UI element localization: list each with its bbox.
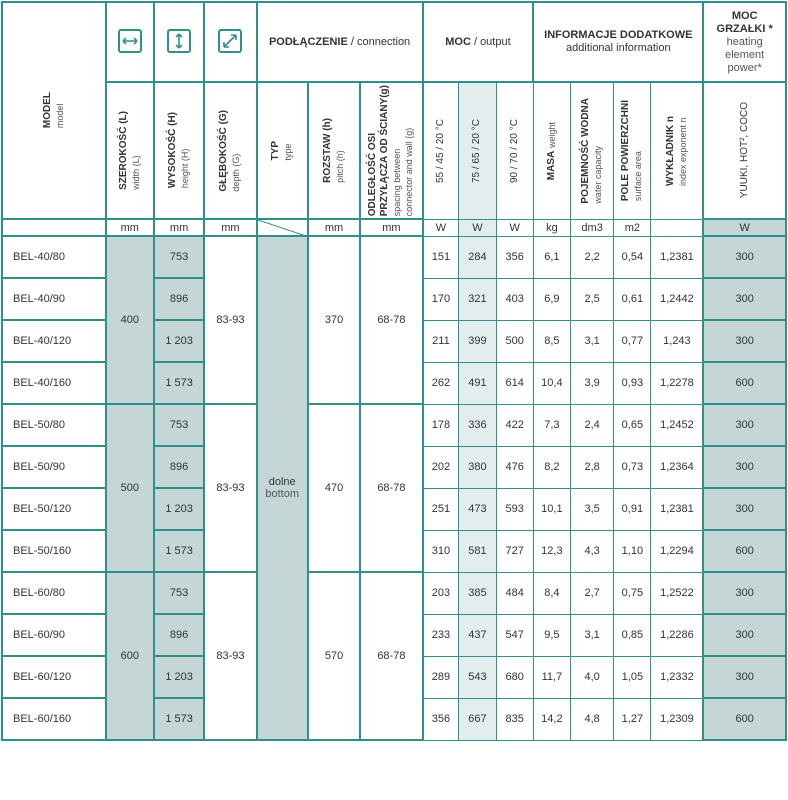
height-icon-cell bbox=[154, 2, 204, 82]
heater-cell: 300 bbox=[703, 320, 786, 362]
depth-header bbox=[204, 82, 256, 219]
surface-cell: 1,10 bbox=[614, 530, 651, 572]
height-cell: 753 bbox=[154, 572, 204, 614]
surface-header-en: surface area bbox=[633, 151, 644, 202]
table-row bbox=[2, 404, 786, 446]
height-cell: 896 bbox=[154, 278, 204, 320]
output-90-cell: 476 bbox=[496, 446, 533, 488]
output-col-3-label: 90 / 70 / 20 °C bbox=[508, 118, 520, 183]
pitch-cell: 370 bbox=[308, 236, 360, 404]
heater-cell: 300 bbox=[703, 656, 786, 698]
mass-cell: 12,3 bbox=[533, 530, 570, 572]
type-header-pl: TYP bbox=[270, 140, 282, 161]
exponent-cell: 1,2522 bbox=[651, 572, 703, 614]
model-header-en: model bbox=[54, 104, 65, 129]
heater-sub-label: YUUKI, HOT², COCO bbox=[738, 102, 750, 199]
pitch-cell: 570 bbox=[308, 572, 360, 740]
model-cell: BEL-50/80 bbox=[2, 404, 106, 446]
model-cell: BEL-40/90 bbox=[2, 278, 106, 320]
heater-cell: 300 bbox=[703, 446, 786, 488]
heater-cell: 600 bbox=[703, 698, 786, 740]
exponent-cell: 1,2309 bbox=[651, 698, 703, 740]
exponent-header-pl: WYKŁADNIK n bbox=[664, 115, 676, 186]
unit-exponent bbox=[651, 219, 703, 236]
water-cell: 4,3 bbox=[571, 530, 614, 572]
exponent-cell: 1,243 bbox=[651, 320, 703, 362]
spacing-cell: 68-78 bbox=[360, 236, 422, 404]
exponent-cell: 1,2442 bbox=[651, 278, 703, 320]
width-header-pl: SZEROKOŚĆ (L) bbox=[117, 111, 129, 190]
exponent-cell: 1,2278 bbox=[651, 362, 703, 404]
width-icon-cell bbox=[106, 2, 154, 82]
vertical-arrow-icon bbox=[167, 29, 191, 53]
height-cell: 896 bbox=[154, 446, 204, 488]
heater-header-en1: heating bbox=[726, 35, 763, 48]
heater-cell: 300 bbox=[703, 278, 786, 320]
width-cell: 400 bbox=[106, 236, 154, 404]
heater-header-star: * bbox=[768, 22, 773, 35]
output-90-cell: 680 bbox=[496, 656, 533, 698]
type-cell bbox=[257, 236, 308, 740]
output-55-cell: 151 bbox=[423, 236, 459, 278]
output-90-cell: 614 bbox=[496, 362, 533, 404]
model-cell: BEL-40/160 bbox=[2, 362, 106, 404]
height-cell: 1 573 bbox=[154, 362, 204, 404]
mass-cell: 6,1 bbox=[533, 236, 570, 278]
model-cell: BEL-60/160 bbox=[2, 698, 106, 740]
spacing-cell: 68-78 bbox=[360, 404, 422, 572]
spacing-header bbox=[360, 82, 422, 219]
heater-sub-header bbox=[703, 82, 786, 219]
output-75-cell: 399 bbox=[459, 320, 496, 362]
unit-spacing: mm bbox=[360, 219, 422, 236]
water-header-pl: POJEMNOŚĆ WODNA bbox=[580, 97, 592, 204]
radiator-spec-table bbox=[1, 1, 787, 741]
output-55-cell: 289 bbox=[423, 656, 459, 698]
height-header-pl: WYSOKOŚĆ (H) bbox=[167, 112, 179, 189]
mass-header-en: weight bbox=[546, 121, 557, 148]
output-75-cell: 667 bbox=[459, 698, 496, 740]
mass-cell: 8,4 bbox=[533, 572, 570, 614]
depth-cell: 83-93 bbox=[204, 236, 256, 404]
output-90-cell: 403 bbox=[496, 278, 533, 320]
output-55-cell: 310 bbox=[423, 530, 459, 572]
water-header-en: water capacity bbox=[593, 146, 604, 204]
connection-header-pl: PODŁĄCZENIE bbox=[268, 35, 348, 48]
mass-cell: 14,2 bbox=[533, 698, 570, 740]
model-cell: BEL-50/120 bbox=[2, 488, 106, 530]
height-cell: 1 573 bbox=[154, 530, 204, 572]
output-90-cell: 484 bbox=[496, 572, 533, 614]
model-cell: BEL-60/80 bbox=[2, 572, 106, 614]
connection-header bbox=[257, 2, 423, 82]
output-55-cell: 356 bbox=[423, 698, 459, 740]
heater-cell: 300 bbox=[703, 488, 786, 530]
width-cell: 500 bbox=[106, 404, 154, 572]
output-90-cell: 422 bbox=[496, 404, 533, 446]
output-55-cell: 233 bbox=[423, 614, 459, 656]
type-value-en: bottom bbox=[265, 488, 300, 500]
mass-header-pl: MASA bbox=[545, 150, 557, 180]
water-cell: 3,9 bbox=[571, 362, 614, 404]
model-cell: BEL-60/90 bbox=[2, 614, 106, 656]
output-75-cell: 473 bbox=[459, 488, 496, 530]
output-55-cell: 178 bbox=[423, 404, 459, 446]
unit-pitch: mm bbox=[308, 219, 360, 236]
mass-cell: 11,7 bbox=[533, 656, 570, 698]
pitch-header-en: pitch (h) bbox=[335, 150, 346, 183]
unit-water: dm3 bbox=[571, 219, 614, 236]
output-55-cell: 202 bbox=[423, 446, 459, 488]
heater-cell: 300 bbox=[703, 236, 786, 278]
water-cell: 2,7 bbox=[571, 572, 614, 614]
exponent-cell: 1,2332 bbox=[651, 656, 703, 698]
output-75-cell: 336 bbox=[459, 404, 496, 446]
unit-mass: kg bbox=[533, 219, 570, 236]
output-75-cell: 385 bbox=[459, 572, 496, 614]
surface-cell: 0,61 bbox=[614, 278, 651, 320]
height-cell: 1 203 bbox=[154, 488, 204, 530]
water-header bbox=[571, 82, 614, 219]
exponent-cell: 1,2364 bbox=[651, 446, 703, 488]
depth-icon-cell bbox=[204, 2, 256, 82]
connection-header-en: / connection bbox=[350, 35, 411, 48]
output-header bbox=[423, 2, 534, 82]
surface-cell: 0,75 bbox=[614, 572, 651, 614]
model-cell: BEL-40/120 bbox=[2, 320, 106, 362]
unit-width: mm bbox=[106, 219, 154, 236]
height-cell: 1 203 bbox=[154, 656, 204, 698]
unit-surface: m2 bbox=[614, 219, 651, 236]
heater-header-en2: element bbox=[725, 48, 765, 61]
water-cell: 4,8 bbox=[571, 698, 614, 740]
surface-cell: 0,54 bbox=[614, 236, 651, 278]
exponent-cell: 1,2294 bbox=[651, 530, 703, 572]
water-cell: 3,1 bbox=[571, 320, 614, 362]
spacing-cell: 68-78 bbox=[360, 572, 422, 740]
depth-cell: 83-93 bbox=[204, 404, 256, 572]
spacing-header-en1: spacing between bbox=[392, 148, 403, 217]
unit-depth: mm bbox=[204, 219, 256, 236]
output-col-1-header bbox=[423, 82, 459, 219]
height-cell: 753 bbox=[154, 236, 204, 278]
mass-cell: 8,5 bbox=[533, 320, 570, 362]
mass-cell: 8,2 bbox=[533, 446, 570, 488]
height-header-en: height (H) bbox=[180, 149, 191, 189]
pitch-header bbox=[308, 82, 360, 219]
surface-cell: 0,85 bbox=[614, 614, 651, 656]
horizontal-arrow-icon bbox=[118, 29, 142, 53]
output-header-pl: MOC bbox=[445, 35, 471, 48]
heater-header bbox=[703, 2, 786, 82]
info-header bbox=[533, 2, 703, 82]
depth-header-en: depth (G) bbox=[231, 153, 242, 192]
exponent-cell: 1,2381 bbox=[651, 488, 703, 530]
unit-o3: W bbox=[496, 219, 533, 236]
unit-height: mm bbox=[154, 219, 204, 236]
spacing-header-en2: connector and wall (g) bbox=[404, 127, 415, 217]
water-cell: 2,4 bbox=[571, 404, 614, 446]
surface-cell: 0,73 bbox=[614, 446, 651, 488]
height-header bbox=[154, 82, 204, 219]
output-90-cell: 500 bbox=[496, 320, 533, 362]
width-header-en: width (L) bbox=[130, 155, 141, 190]
output-75-cell: 581 bbox=[459, 530, 496, 572]
info-header-en: additional information bbox=[566, 42, 671, 54]
output-75-cell: 491 bbox=[459, 362, 496, 404]
mass-cell: 6,9 bbox=[533, 278, 570, 320]
exponent-header-en: index exponent n bbox=[677, 117, 688, 186]
exponent-cell: 1,2381 bbox=[651, 236, 703, 278]
output-90-cell: 835 bbox=[496, 698, 533, 740]
mass-header bbox=[533, 82, 570, 219]
heater-cell: 600 bbox=[703, 362, 786, 404]
mass-cell: 9,5 bbox=[533, 614, 570, 656]
type-header-en: type bbox=[283, 143, 294, 161]
water-cell: 3,1 bbox=[571, 614, 614, 656]
output-col-2-label: 75 / 65 / 20 °C bbox=[471, 118, 483, 183]
model-cell: BEL-40/80 bbox=[2, 236, 106, 278]
heater-cell: 300 bbox=[703, 404, 786, 446]
heater-header-pl1: MOC bbox=[731, 9, 758, 22]
unit-type bbox=[257, 219, 308, 236]
output-55-cell: 211 bbox=[423, 320, 459, 362]
spacing-header-pl2: PRZYŁĄCZA OD ŚCIANY(g) bbox=[379, 84, 391, 217]
table-row bbox=[2, 572, 786, 614]
surface-cell: 1,27 bbox=[614, 698, 651, 740]
model-header-pl: MODEL bbox=[41, 92, 53, 129]
water-cell: 3,5 bbox=[571, 488, 614, 530]
heater-cell: 300 bbox=[703, 614, 786, 656]
output-90-cell: 593 bbox=[496, 488, 533, 530]
output-75-cell: 284 bbox=[459, 236, 496, 278]
exponent-cell: 1,2286 bbox=[651, 614, 703, 656]
depth-header-pl: GŁĘBOKOŚĆ (G) bbox=[218, 109, 230, 192]
output-col-1-label: 55 / 45 / 20 °C bbox=[434, 118, 446, 183]
output-90-cell: 356 bbox=[496, 236, 533, 278]
type-header bbox=[257, 82, 308, 219]
width-cell: 600 bbox=[106, 572, 154, 740]
unit-heater: W bbox=[703, 219, 786, 236]
surface-cell: 0,93 bbox=[614, 362, 651, 404]
surface-header-pl: POLE POWIERZCHNI bbox=[620, 100, 632, 202]
table-row bbox=[2, 236, 786, 278]
output-55-cell: 203 bbox=[423, 572, 459, 614]
water-cell: 2,5 bbox=[571, 278, 614, 320]
model-cell: BEL-50/90 bbox=[2, 446, 106, 488]
unit-o2: W bbox=[459, 219, 496, 236]
heater-header-en3: power* bbox=[727, 61, 762, 74]
model-cell: BEL-50/160 bbox=[2, 530, 106, 572]
diagonal-divider bbox=[258, 220, 308, 236]
output-55-cell: 251 bbox=[423, 488, 459, 530]
heater-header-pl2: GRZAŁKI bbox=[716, 22, 766, 35]
depth-cell: 83-93 bbox=[204, 572, 256, 740]
unit-o1: W bbox=[423, 219, 459, 236]
output-90-cell: 547 bbox=[496, 614, 533, 656]
mass-cell: 10,4 bbox=[533, 362, 570, 404]
diagonal-arrow-icon bbox=[218, 29, 242, 53]
type-value-pl: dolne bbox=[268, 476, 296, 488]
water-cell: 4,0 bbox=[571, 656, 614, 698]
height-cell: 1 573 bbox=[154, 698, 204, 740]
surface-cell: 0,91 bbox=[614, 488, 651, 530]
spacing-header-pl1: ODLEGŁOŚĆ OSI bbox=[367, 132, 379, 217]
water-cell: 2,2 bbox=[571, 236, 614, 278]
water-cell: 2,8 bbox=[571, 446, 614, 488]
pitch-cell: 470 bbox=[308, 404, 360, 572]
width-header bbox=[106, 82, 154, 219]
unit-model bbox=[2, 219, 106, 236]
output-90-cell: 727 bbox=[496, 530, 533, 572]
surface-cell: 1,05 bbox=[614, 656, 651, 698]
height-cell: 896 bbox=[154, 614, 204, 656]
surface-cell: 0,65 bbox=[614, 404, 651, 446]
output-col-3-header bbox=[496, 82, 533, 219]
height-cell: 753 bbox=[154, 404, 204, 446]
output-75-cell: 543 bbox=[459, 656, 496, 698]
mass-cell: 10,1 bbox=[533, 488, 570, 530]
output-75-cell: 321 bbox=[459, 278, 496, 320]
output-75-cell: 380 bbox=[459, 446, 496, 488]
output-col-2-header bbox=[459, 82, 496, 219]
height-cell: 1 203 bbox=[154, 320, 204, 362]
surface-cell: 0,77 bbox=[614, 320, 651, 362]
surface-header bbox=[614, 82, 651, 219]
heater-cell: 300 bbox=[703, 572, 786, 614]
info-header-pl: INFORMACJE DODATKOWE bbox=[544, 29, 693, 41]
output-75-cell: 437 bbox=[459, 614, 496, 656]
heater-cell: 600 bbox=[703, 530, 786, 572]
model-cell: BEL-60/120 bbox=[2, 656, 106, 698]
exponent-header bbox=[651, 82, 703, 219]
output-header-en: / output bbox=[473, 35, 511, 48]
output-55-cell: 262 bbox=[423, 362, 459, 404]
output-55-cell: 170 bbox=[423, 278, 459, 320]
exponent-cell: 1,2452 bbox=[651, 404, 703, 446]
model-header bbox=[2, 2, 106, 219]
mass-cell: 7,3 bbox=[533, 404, 570, 446]
pitch-header-pl: ROZSTAW (h) bbox=[322, 118, 334, 183]
